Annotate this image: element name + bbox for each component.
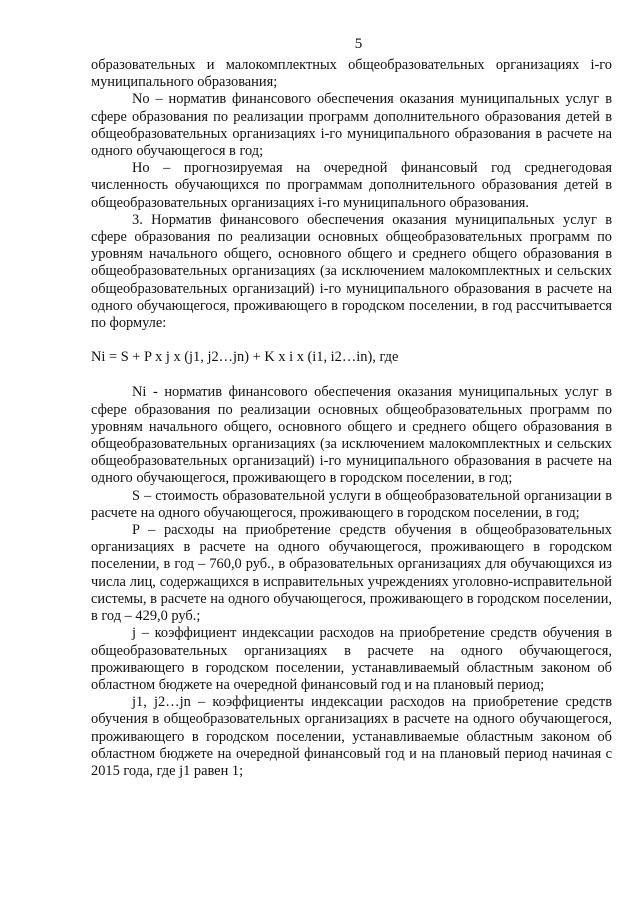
paragraph-definition-j: j – коэффициент индексации расходов на приобретение средств обучения в общеобразовательных организациях в расчете на одного обучающегося, проживающего в городском поселении, устанавливаемый областным законом об областном бюджете на очередной финансовый год и на плановый период; <box>91 625 612 693</box>
paragraph-definition-s: S – стоимость образовательной услуги в общеобразовательной организации в расчете на одного обучающегося, проживающего в городском поселении, в год; <box>91 487 612 521</box>
paragraph-definition-ho: Но – прогнозируемая на очередной финансовый год среднегодовая численность обучающихся по программам дополнительного образования детей в общеобразовательных организациях i-го муниципального образования. <box>91 160 612 211</box>
formula: Ni = S + P x j x (j1, j2…jn) + K x i x (i1, i2…in), где <box>91 349 399 366</box>
document-page <box>91 36 612 780</box>
page-number: 5 <box>354 36 363 52</box>
paragraph-definition-no: Nо – норматив финансового обеспечения оказания муниципальных услуг в сфере образования по реализации программ дополнительного образования детей в общеобразовательных организациях i-го муниципального образования в расчете на одного обучающегося в год; <box>91 91 612 160</box>
paragraph-definition-j1-jn: j1, j2…jn – коэффициенты индексации расходов на приобретение средств обучения в общеобразовательных организациях в расчете на одного обучающегося, проживающего в городском поселении, устанавливаемые областным законом об областном бюджете на очередной финансовый год и на плановый период начиная с 2015 года, где j1 равен 1; <box>91 694 612 779</box>
paragraph-definition-p: P – расходы на приобретение средств обучения в общеобразовательных организациях в расчете на одного обучающегося, проживающего в городском поселении, в год – 760,0 руб., в образовательных организациях для обучающихся из числа лиц, содержащихся в исправительных учреждениях уголовно-исправительной системы, в расчете на одного обучающегося, проживающего в городском поселении, в год – 429,0 руб.; <box>91 522 612 625</box>
paragraph-continuation: образовательных и малокомплектных общеобразовательных организациях i-го муниципального образования; <box>91 57 612 91</box>
paragraph-definition-ni: Ni - норматив финансового обеспечения оказания муниципальных услуг в сфере образования по реализации основных общеобразовательных программ по уровням начального общего, основного общего и среднего общего образования в общеобразовательных организациях (за исключением малокомплектных и сельских общеобразовательных организаций) i-го муниципального образования в расчете на одного обучающегося, проживающего в городском поселении, в год; <box>91 384 612 487</box>
paragraph-section-3: 3. Норматив финансового обеспечения оказания муниципальных услуг в сфере образования по реализации основных общеобразовательных программ по уровням начального общего, основного общего и среднего общего образования в общеобразовательных организациях (за исключением малокомплектных и сельских общеобразовательных организаций) i-го муниципального образования в расчете на одного обучающегося, проживающего в городском поселении, в год рассчитывается по формуле: <box>91 211 612 332</box>
